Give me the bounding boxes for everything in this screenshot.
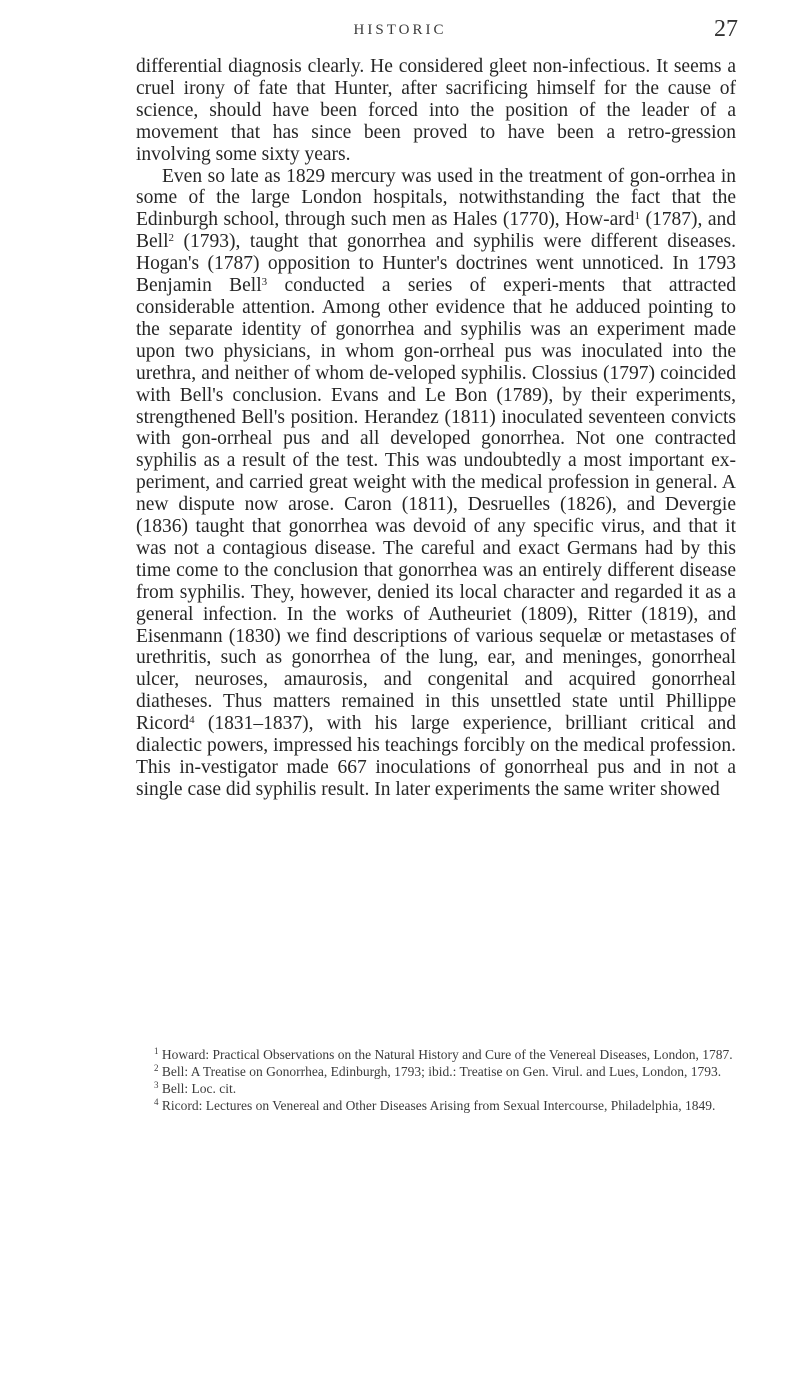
footnote-text: Bell: Loc. cit.	[161, 1081, 237, 1096]
footnote-number: 4	[154, 1097, 159, 1107]
text-run: (1793), taught that gonorrhea and syphilis were different diseases. Hogan's (1787) opposition to Hunter's doctrines went unnoticed. In 1793 Benjamin Bell	[136, 231, 736, 297]
footnote-text: Howard: Practical Observations on the Natural History and Cure of the Venereal Diseases, London, 1787.	[161, 1047, 733, 1062]
paragraph	[136, 56, 736, 166]
page-number: 27	[714, 16, 738, 42]
footnote-number: 2	[154, 1063, 159, 1073]
footnote-number: 1	[154, 1046, 159, 1056]
body-text	[136, 56, 736, 801]
footnote-number: 3	[154, 1080, 159, 1090]
footnote-text: Ricord: Lectures on Venereal and Other Diseases Arising from Sexual Intercourse, Philadelphia, 1849.	[161, 1098, 716, 1113]
text-run: (1831–1837), with his large experience, brilliant critical and dialectic powers, impressed his teachings forcibly on the medical profession. This in-vestigator made 667 inoculations of gonorrheal pus and in not a single case did syphilis result. In later experiments the same writer showed	[136, 713, 736, 800]
text-run: Even so late as 1829 mercury was used in the treatment of gon-orrhea in some of the large London hospitals, notwithstanding the fact that the Edinburgh school, through such men as Hales (1770), How-ard	[136, 165, 736, 231]
footnote-ref: 2	[168, 232, 174, 245]
footnote-ref: 4	[189, 714, 195, 727]
footnote	[136, 1097, 736, 1114]
footnote-ref: 3	[261, 276, 268, 289]
footnotes	[136, 1046, 736, 1114]
paragraph	[136, 166, 736, 801]
footnote-text: Bell: A Treatise on Gonorrhea, Edinburgh, 1793; ibid.: Treatise on Gen. Virul. and Lues, London, 1793.	[161, 1064, 722, 1079]
footnote	[136, 1046, 736, 1063]
running-head	[0, 16, 800, 46]
footnote	[136, 1080, 736, 1097]
running-head-title: HISTORIC	[353, 22, 447, 38]
footnote	[136, 1063, 736, 1080]
text-run: (1787), and Bell	[136, 209, 736, 253]
footnote-ref: 1	[634, 210, 640, 223]
text-run: conducted a series of experi-ments that attracted considerable attention. Among other evidence that he adduced pointing to the separate identity of gonorrhea and syphilis was an experiment made upon two physicians, in whom gon-orrheal pus was inoculated into the urethra, and neither of whom de-veloped syphilis. Clossius (1797) coincided with Bell's conclusion. Evans and Le Bon (1789), by their experiments, strengthened Bell's position. Herandez (1811) inoculated seventeen convicts with gon-orrheal pus and all developed gonorrhea. Not one contracted syphilis as a result of the test. This was undoubtedly a most important ex-periment, and carried great weight with the medical profession in general. A new dispute now arose. Caron (1811), Desruelles (1826), and Devergie (1836) taught that gonorrhea was devoid of any specific virus, and that it was not a contagious disease. The careful and exact Germans had by this time come to the conclusion that gonorrhea was an entirely different disease from syphilis. They, however, denied its local character and regarded it as a general infection. In the works of Autheuriet (1809), Ritter (1819), and Eisenmann (1830) we find descriptions of various sequelæ or metastases of urethritis, such as gonorrhea of the lung, ear, and meninges, gonorrheal ulcer, neuroses, amaurosis, and congenital and acquired gonorrheal diatheses. Thus matters remained in this unsettled state until Phillippe Ricord	[136, 275, 736, 735]
text-run: differential diagnosis clearly. He considered gleet non-infectious. It seems a cruel irony of fate that Hunter, after sacrificing himself for the cause of science, should have been forced into the position of the leader of a movement that has since been proved to have been a retro-gression involving some sixty years.	[136, 56, 736, 165]
